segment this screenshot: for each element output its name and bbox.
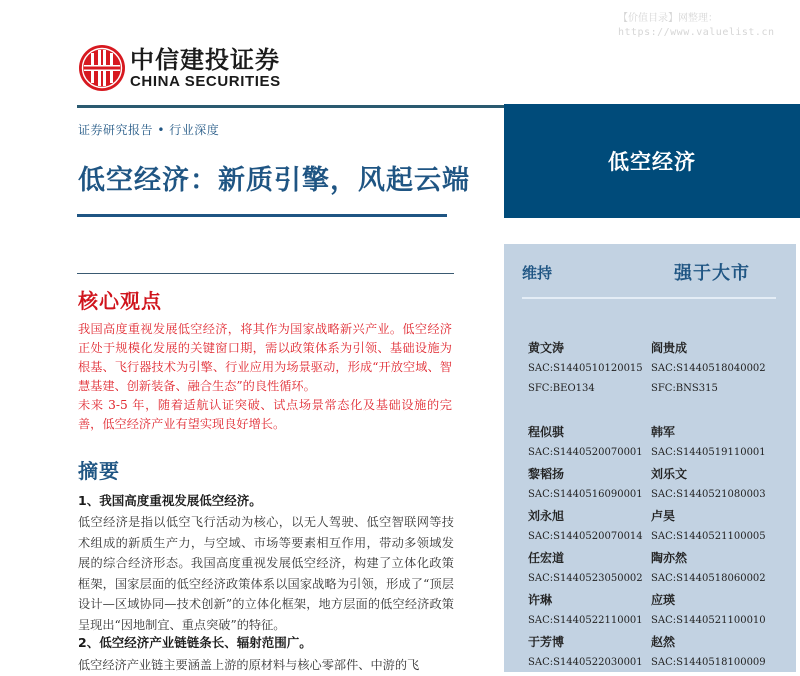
analyst-card — [651, 424, 781, 460]
analyst-card — [651, 550, 781, 586]
analyst-name: 韩军 — [651, 425, 676, 439]
company-logo — [78, 44, 281, 92]
analyst-name: 应瑛 — [651, 593, 676, 607]
analyst-sac: SAC:S1440521100010 — [651, 615, 766, 626]
logo-chinese-name: 中信建投证券 — [130, 46, 280, 74]
core-view-paragraph: 我国高度重视发展低空经济，将其作为国家战略新兴产业。低空经济正处于规模化发展的关键窗口期，需以政策体系为引领、基础设施为根基、飞行器技术为引擎、行业应用为场景驱动，形成“开放空域、智慧基建、创新装备、融合生态”的良性循环。 — [78, 322, 452, 393]
analyst-sac: SAC:S1440518100009 — [651, 657, 766, 668]
abstract-section-title: 1、我国高度重视发展低空经济。 — [78, 493, 262, 508]
core-view-paragraph: 未来 3-5 年，随着适航认证突破、试点场景常态化及基础设施的完善，低空经济产业有望实现良好增长。 — [78, 398, 452, 431]
analyst-name: 任宏道 — [528, 551, 565, 565]
analyst-sac: SAC:S1440519110001 — [651, 447, 766, 458]
header-divider — [77, 105, 447, 108]
analyst-sac: SAC:S1440518060002 — [651, 573, 766, 584]
analyst-name: 陶亦然 — [651, 551, 688, 565]
abstract-section-body: 低空经济是指以低空飞行活动为核心，以无人驾驶、低空智联网等技术组成的新质生产力，与空域、市场等要素相互作用，带动多领域发展的综合经济形态。我国高度重视发展低空经济，构建了立体化政策框架，国家层面的低空经济政策体系以国家战略为引领，形成了“顶层设计—区域协同—技术创新”的立体化框架，地方层面的低空经济政策呈现出“因地制宜、重点突破”的特征。 — [78, 515, 454, 632]
analyst-name: 程似骐 — [528, 425, 565, 439]
analyst-card — [651, 592, 781, 628]
abstract-heading: 摘要 — [78, 459, 120, 483]
analyst-sac: SAC:S1440520070014 — [528, 531, 643, 542]
abstract-section-title: 2、低空经济产业链链条长、辐射范围广。 — [78, 635, 312, 650]
abstract-section-body: 低空经济产业链主要涵盖上游的原材料与核心零部件、中游的飞 — [78, 658, 420, 672]
industry-banner — [504, 104, 800, 218]
rating-value: 强于大市 — [674, 263, 750, 284]
analyst-card — [528, 424, 658, 460]
watermark — [618, 12, 788, 40]
analyst-name: 许琳 — [528, 593, 553, 607]
watermark-title: 【价值目录】网整理： — [618, 13, 718, 24]
watermark-url: https://www.valuelist.cn — [618, 27, 775, 38]
rating-action: 维持 — [522, 264, 553, 282]
analyst-sac: SAC:S1440521080003 — [651, 489, 766, 500]
report-type: 证券研究报告 • 行业深度 — [78, 123, 220, 137]
citic-logo-icon — [78, 44, 126, 92]
analyst-sac: SAC:S1440520070001 — [528, 447, 643, 458]
logo-english-name: CHINA SECURITIES — [130, 73, 281, 90]
analyst-name: 赵然 — [651, 635, 676, 649]
analyst-card — [651, 508, 781, 544]
analyst-sfc: SFC:BEO134 — [528, 383, 595, 394]
analyst-card — [528, 340, 658, 396]
analyst-name: 黄文涛 — [528, 341, 565, 355]
analyst-card — [528, 592, 658, 628]
analyst-sfc: SFC:BNS315 — [651, 383, 718, 394]
analyst-sac: SAC:S1440522030001 — [528, 657, 643, 668]
analyst-sac: SAC:S1440522110001 — [528, 615, 643, 626]
analyst-sac: SAC:S1440516090001 — [528, 489, 643, 500]
analyst-sac: SAC:S1440523050002 — [528, 573, 643, 584]
core-view-body — [78, 320, 452, 434]
rating-divider — [522, 297, 776, 299]
analyst-name: 刘乐文 — [651, 467, 688, 481]
analyst-sac: SAC:S1440518040002 — [651, 363, 766, 374]
analyst-name: 卢昊 — [651, 509, 676, 523]
title-divider — [77, 214, 447, 217]
analyst-name: 于芳博 — [528, 635, 565, 649]
analyst-card — [528, 508, 658, 544]
analyst-name: 刘永旭 — [528, 509, 565, 523]
rating-analyst-panel — [504, 244, 796, 672]
report-title: 低空经济：新质引擎，风起云端 — [78, 165, 470, 196]
analyst-name: 黎韬扬 — [528, 467, 565, 481]
analyst-sac: SAC:S1440521100005 — [651, 531, 766, 542]
industry-name: 低空经济 — [608, 150, 696, 174]
analyst-card — [651, 634, 781, 670]
analyst-card — [528, 634, 658, 670]
analyst-card — [528, 550, 658, 586]
section-divider — [77, 273, 454, 274]
core-view-heading: 核心观点 — [78, 289, 162, 313]
analyst-sac: SAC:S1440510120015 — [528, 363, 643, 374]
analyst-name: 阎贵成 — [651, 341, 688, 355]
analyst-card — [651, 466, 781, 502]
analyst-card — [651, 340, 781, 396]
analyst-card — [528, 466, 658, 502]
